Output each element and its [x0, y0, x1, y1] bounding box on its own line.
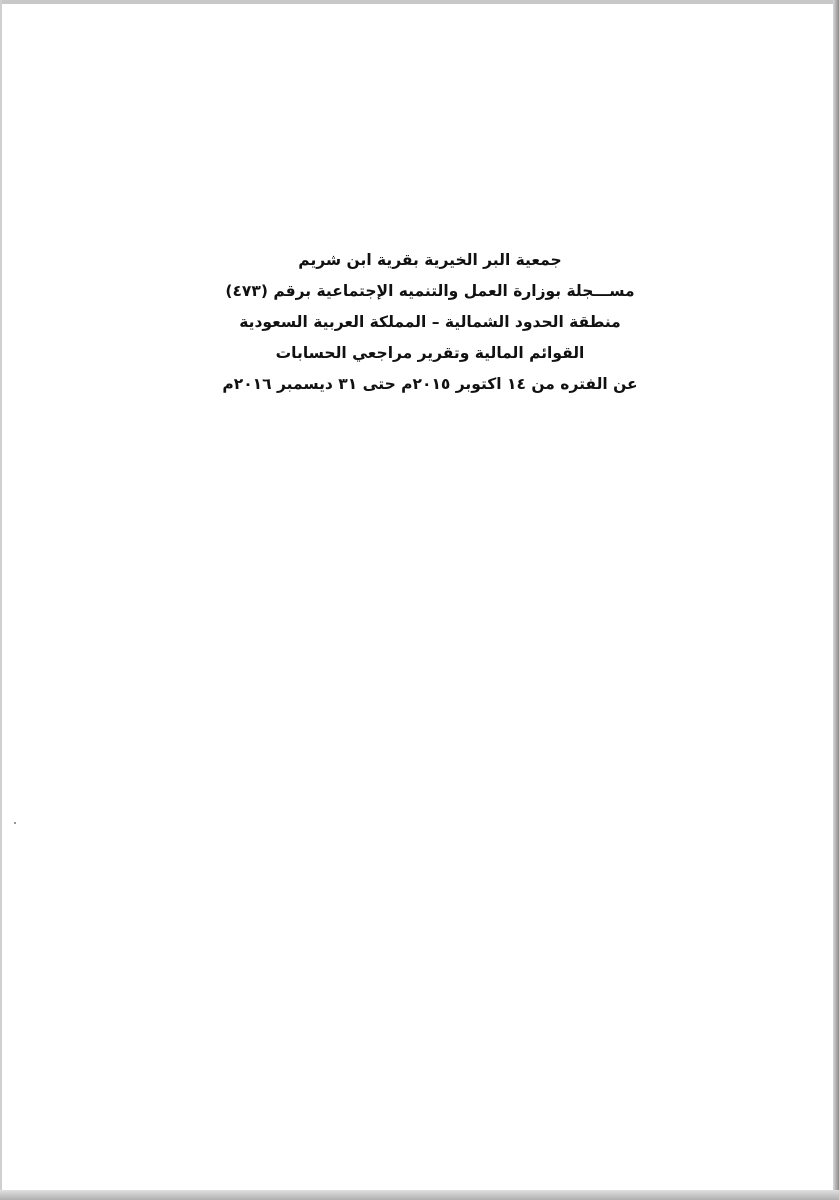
registration-line: مســـجلة بوزارة العمل والتنميه الإجتماعية برقم (٤٧٣) — [225, 282, 635, 300]
scan-edge-bottom — [0, 1190, 839, 1200]
scan-edge-left — [0, 0, 2, 1200]
organization-name: جمعية البر الخيرية بقرية ابن شريم — [298, 251, 562, 269]
cover-title-block — [150, 245, 710, 400]
scan-edge-top — [0, 0, 839, 4]
report-title: القوائم المالية وتقرير مراجعي الحسابات — [275, 344, 585, 362]
region-line: منطقة الحدود الشمالية – المملكة العربية السعودية — [239, 313, 621, 331]
scan-edge-right — [833, 0, 839, 1200]
scan-speck — [14, 822, 16, 824]
report-period: عن الفتره من ١٤ اكتوبر ٢٠١٥م حتى ٣١ ديسمبر ٢٠١٦م — [222, 375, 638, 393]
